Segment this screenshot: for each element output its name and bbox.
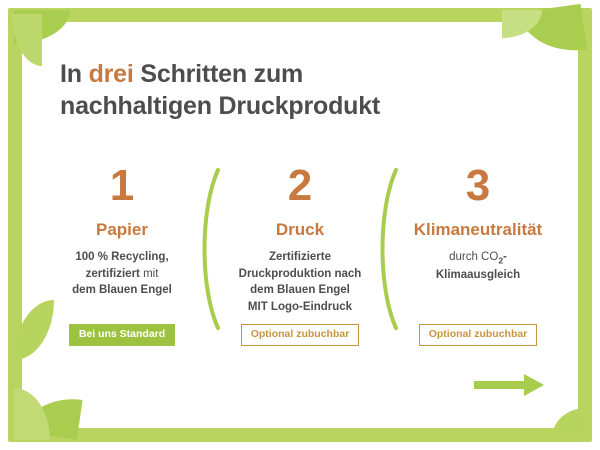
step2-text-line3: dem Blauen Engel [250,284,350,297]
step2-text-line2: Druckproduktion nach [238,267,362,280]
step1-text-bold2: zertifiziert [85,267,140,280]
leaf-divider-2 [376,164,402,334]
badge-cell-1 [46,324,198,346]
step-number-2: 2 [287,161,313,210]
step1-text-line3: dem Blauen Engel [72,284,172,297]
status-badge-step-2[interactable]: Optional zubuchbar [241,324,360,346]
content-area [46,46,554,404]
step3-text-sub: 2 [498,255,504,266]
steps-row [46,161,554,334]
status-badge-step-3[interactable]: Optional zubuchbar [419,324,538,346]
step3-text-line2: Klimaausgleich [435,268,521,281]
headline-line1-post: Schritten zum [133,60,304,88]
step-title-1: Papier [96,220,148,239]
step-text-2 [224,249,376,316]
leaf-divider-icon [198,164,224,334]
page-title [60,58,554,122]
leaf-divider-1 [198,164,224,334]
leaf-divider-icon [376,164,402,334]
step-text-1 [46,249,198,299]
step2-text-line4: MIT Logo-Eindruck [247,301,353,314]
step-title-3: Klimaneutralität [413,220,543,239]
headline-line2: nachhaltigen Druckprodukt [60,92,381,120]
step-text-3 [402,249,554,283]
arrow-right-icon [474,372,546,398]
badge-cell-3 [402,324,554,346]
step-title-2: Druck [275,220,325,239]
step-column-3 [402,161,554,283]
headline-line1-pre: In [60,60,89,88]
step-number-3: 3 [465,161,491,210]
status-badge-step-1[interactable]: Bei uns Standard [69,324,175,346]
step3-text-dash: - [503,251,507,263]
step-column-2 [224,161,376,316]
badge-cell-2 [224,324,376,346]
badges-row [46,324,554,346]
headline-highlight: drei [88,60,134,88]
step1-text-line1: 100 % Recycling, [75,251,169,263]
step2-text-line1: Zertifizierte [269,251,331,263]
step1-text-regular: mit [139,267,159,280]
step3-text-line1: durch CO [449,251,499,263]
step-column-1 [46,161,198,299]
step-number-1: 1 [109,161,135,210]
